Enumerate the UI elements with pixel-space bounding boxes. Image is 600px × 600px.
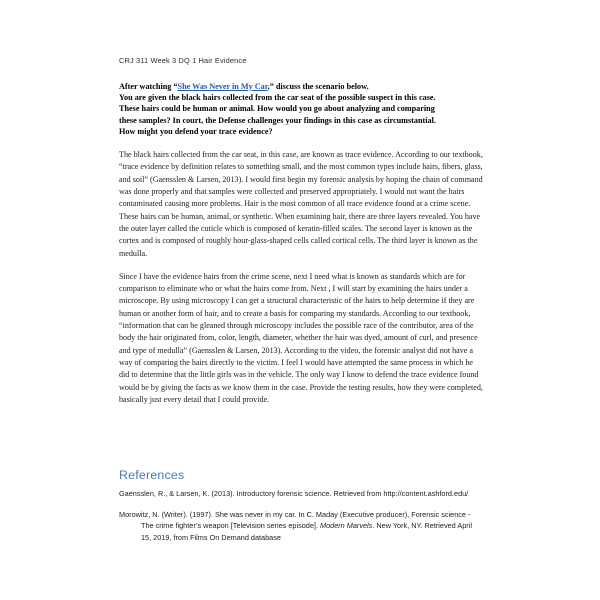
prompt-line-5: How might you defend your trace evidence?	[119, 126, 273, 136]
prompt-line-2: You are given the black hairs collected from the car seat of the possible suspect in this case.	[119, 92, 436, 102]
prompt-line-3: These hairs could be human or animal. How would you go about analyzing and comparing	[119, 104, 435, 114]
references-section	[119, 468, 484, 543]
reference-entry	[119, 488, 484, 500]
prompt-line-1	[119, 81, 484, 92]
reference-text: Gaensslen, R., & Larsen, K. (2013). Introductory forensic science. Retrieved from http://content.ashford.edu/	[119, 489, 469, 499]
body-paragraph: The black hairs collected from the car seat, in this case, are known as trace evidence. According to our textbook, “trace evidence by definition relates to something small, and the most common types include hairs, fibers, glass, and soil” (Gaensslen & Larsen, 2013). I would first begin my forensic analysis by hoping the chain of command was done properly and that samples were collected and preserved appropriately. I would not want the hairs contaminated causing more problems. Hair is the most common of all trace evidence found at a crime scene. These hairs can be human, animal, or synthetic. When examining hair, there are three layers revealed. You have the outer layer called the cuticle which is composed of keratin-filled scales. The second layer is known as the cortex and is composed of roughly hour-glass-shaped cells called cortical cells. The third layer is known as the medulla.	[119, 150, 483, 258]
reference-entry	[119, 509, 484, 544]
references-heading: References	[119, 468, 185, 483]
reference-text-tail: . New York, NY. Retrieved April 15, 2019, from Films On Demand database	[141, 521, 472, 542]
prompt-line-1-pre: After watching “	[119, 81, 178, 91]
document-content	[119, 56, 484, 543]
discussion-prompt	[119, 81, 484, 138]
prompt-line-4: these samples? In court, the Defense challenges your findings in this case as circumstantial.	[119, 115, 436, 125]
reference-title-italic: Modern Marvels	[320, 521, 373, 531]
running-header: CRJ 311 Week 3 DQ 1 Hair Evidence	[119, 56, 247, 65]
reference-text: Morowitz, N. (Writer). (1997). She was never in my car. In C. Maday (Executive producer), Forensic science - The crime fighter’s weapon [Television series episode].	[119, 509, 471, 531]
body-paragraph: Since I have the evidence hairs from the crime scene, next I need what is known as standards which are for comparison to eliminate who or what the hairs come from. Next , I will start by examining the hairs under a microscope. By using microscopy I can get a structural characteristic of the hairs to help determine if they are human or another form of hair, and to create a basis for comparing my standards. According to our textbook, “information that can be gleaned through microscopy includes the possible race of the contributor, area of the body the hair originated from, color, length, diameter, whether the hair was dyed, amount of curl, and presence and type of medulla” (Gaensslen & Larsen, 2013). According to the video, the forensic analyst did not have a way of comparing the hairs directly to the victim. I feel I would have attempted the same process in which he did to determine that the little girls was in the vehicle. The only way I know to defend the trace evidence found would be by giving the facts as we know them in the case. Provide the testing results, how they were completed, basically just every detail that I could provide.	[119, 271, 483, 404]
video-link[interactable]: She Was Never in My Car	[177, 81, 268, 91]
prompt-line-1-post: ,” discuss the scenario below.	[267, 81, 369, 91]
